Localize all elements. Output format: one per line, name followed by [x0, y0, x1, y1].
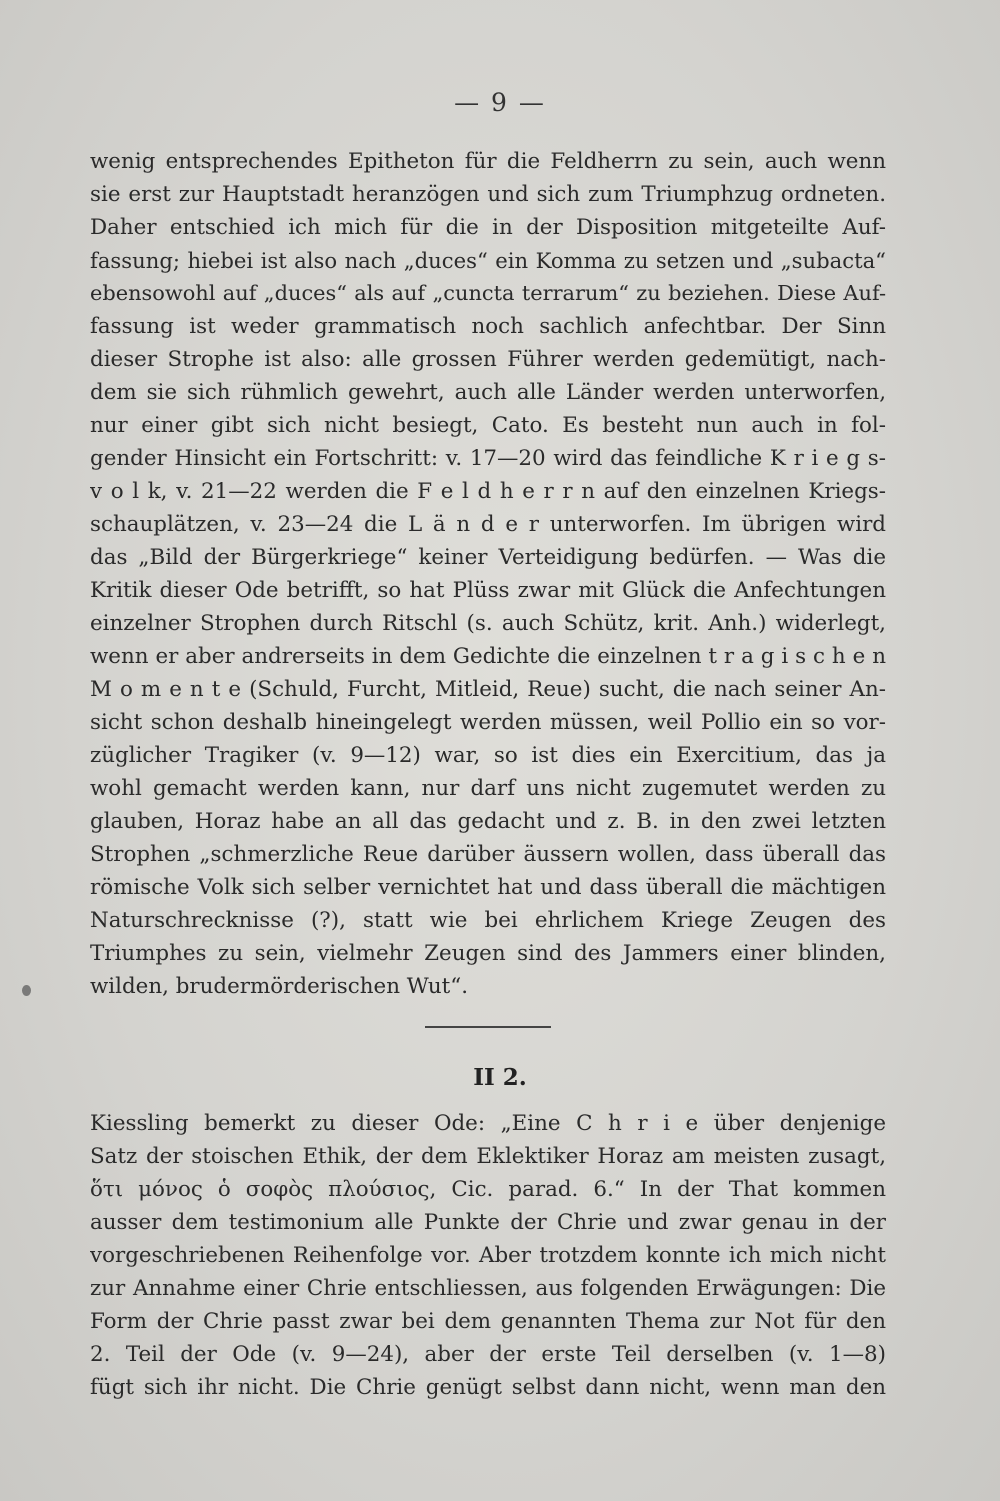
text-line: dem sie sich rühmlich gewehrt, auch alle Länder werden unterworfen, [90, 380, 886, 405]
text-line: züglicher Tragiker (v. 9—12) war, so ist dies ein Exercitium, das ja [90, 743, 886, 768]
text-line: v o l k, v. 21—22 werden die F e l d h e r r n auf den einzelnen Kriegs- [90, 479, 886, 504]
page-number: — 9 — [454, 88, 546, 117]
text-line: wilden, brudermörderischen Wut“. [90, 974, 468, 999]
text-line: ebensowohl auf „duces“ als auf „cuncta terrarum“ zu beziehen. Diese Auf- [90, 281, 886, 305]
text-line: römische Volk sich selber vernichtet hat und dass überall die mächtigen [90, 875, 886, 900]
text-line: einzelner Strophen durch Ritschl (s. auch Schütz, krit. Anh.) widerlegt, [90, 611, 886, 636]
section-divider [425, 1026, 551, 1028]
text-line: fügt sich ihr nicht. Die Chrie genügt selbst dann nicht, wenn man den [90, 1375, 886, 1400]
text-line: Kritik dieser Ode betrifft, so hat Plüss zwar mit Glück die Anfechtungen [90, 578, 886, 603]
text-line: wenig entsprechendes Epitheton für die Feldherrn zu sein, auch wenn [90, 149, 886, 174]
text-line: Daher entschied ich mich für die in der Disposition mitgeteilte Auf- [90, 215, 886, 240]
text-line: wohl gemacht werden kann, nur darf uns nicht zugemutet werden zu [90, 776, 886, 801]
paper-speck [22, 985, 31, 996]
text-line: Satz der stoischen Ethik, der dem Eklektiker Horaz am meisten zusagt, [90, 1144, 886, 1169]
text-line: Strophen „schmerzliche Reue darüber äussern wollen, dass überall das [90, 842, 886, 867]
text-line: vorgeschriebenen Reihenfolge vor. Aber trotzdem konnte ich mich nicht [90, 1243, 886, 1268]
text-line: ὅτι μόνος ὁ σοφὸς πλούσιος, Cic. parad. 6.“ In der That kommen [90, 1177, 886, 1202]
text-line: Kiessling bemerkt zu dieser Ode: „Eine C h r i e über denjenige [90, 1111, 886, 1136]
text-line: nur einer gibt sich nicht besiegt, Cato. Es besteht nun auch in fol- [90, 413, 886, 438]
text-line: dieser Strophe ist also: alle grossen Führer werden gedemütigt, nach- [90, 347, 886, 372]
text-line: M o m e n t e (Schuld, Furcht, Mitleid, Reue) sucht, die nach seiner An- [90, 677, 886, 702]
text-line: das „Bild der Bürgerkriege“ keiner Verteidigung bedürfen. — Was die [90, 545, 886, 570]
text-line: gender Hinsicht ein Fortschritt: v. 17—20 wird das feindliche K r i e g s- [90, 446, 886, 471]
text-line: schauplätzen, v. 23—24 die L ä n d e r unterworfen. Im übrigen wird [90, 512, 886, 537]
text-line: sicht schon deshalb hineingelegt werden müssen, weil Pollio ein so vor- [90, 710, 886, 735]
text-line: fassung; hiebei ist also nach „duces“ ein Komma zu setzen und „subacta“ [90, 248, 886, 273]
text-line: sie erst zur Hauptstadt heranzögen und sich zum Triumphzug ordneten. [90, 182, 886, 207]
text-line: 2. Teil der Ode (v. 9—24), aber der erste Teil derselben (v. 1—8) [90, 1342, 886, 1367]
paragraph-2 [90, 1107, 886, 1404]
text-line: Form der Chrie passt zwar bei dem genannten Thema zur Not für den [90, 1309, 886, 1334]
text-line: ausser dem testimonium alle Punkte der Chrie und zwar genau in der [90, 1210, 886, 1235]
paragraph-1 [90, 145, 886, 1003]
section-heading: II 2. [473, 1064, 527, 1091]
text-line: wenn er aber andrerseits in dem Gedichte die einzelnen t r a g i s c h e n [90, 644, 886, 669]
text-line: Triumphes zu sein, vielmehr Zeugen sind des Jammers einer blinden, [90, 941, 886, 966]
text-line: zur Annahme einer Chrie entschliessen, aus folgenden Erwägungen: Die [90, 1276, 886, 1301]
text-line: Naturschrecknisse (?), statt wie bei ehrlichem Kriege Zeugen des [90, 908, 886, 933]
text-line: fassung ist weder grammatisch noch sachlich anfechtbar. Der Sinn [90, 314, 886, 339]
text-line: glauben, Horaz habe an all das gedacht und z. B. in den zwei letzten [90, 809, 886, 834]
